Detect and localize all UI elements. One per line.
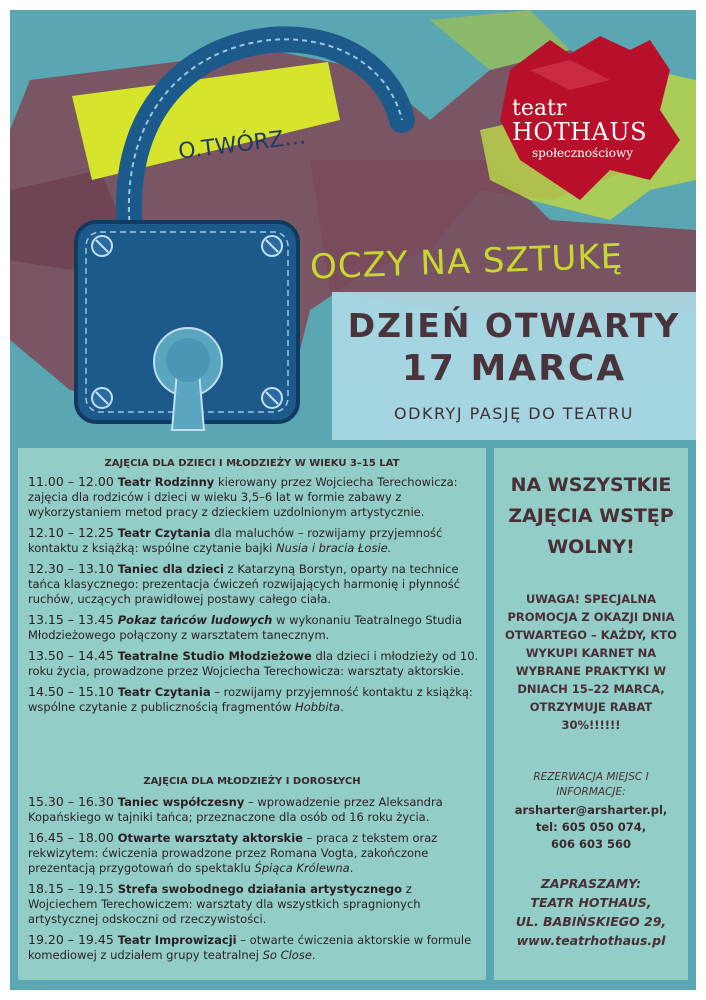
entry-time: 12.30 – 13.10 — [28, 561, 118, 576]
entry-time: 13.50 – 14.45 — [28, 648, 118, 663]
promo-line: OTWARTEGO – KAŻDY, KTO — [505, 628, 677, 642]
entry-description: w wykonaniu Teatralnego Studia Młodzieżowego połączony z warsztatem tanecznym. — [28, 613, 463, 642]
promo-line: UWAGA! SPECJALNA — [525, 592, 657, 606]
invitation-address — [494, 874, 688, 950]
schedule-list-adults — [28, 794, 480, 968]
entry-time: 13.15 – 13.45 — [28, 612, 118, 627]
entry-time: 16.45 – 18.00 — [28, 830, 118, 845]
entry-title: Teatr Rodzinny — [117, 475, 215, 489]
title-line-1: DZIEŃ OTWARTY — [347, 306, 681, 345]
promo-line: WYKUPI KARNET NA — [525, 646, 657, 660]
promo-text — [500, 590, 682, 734]
promo-line: WYBRANE PRAKTYKI W — [515, 664, 667, 678]
entry-time: 14.50 – 15.10 — [28, 684, 118, 699]
free-entry-line: ZAJĘCIA WSTĘP — [508, 505, 674, 527]
entry-description: – otwarte ćwiczenia aktorskie w formule komediowej z udziałem grupy teatralnej — [28, 933, 472, 962]
entry-title: Teatr Czytania — [117, 685, 211, 699]
section-heading-children: ZAJĘCIA DLA DZIECI I MŁODZIEŻY W WIEKU 3–15 LAT — [104, 458, 400, 469]
info-panel — [494, 448, 688, 980]
schedule-entry — [28, 881, 480, 927]
entry-description: dla maluchów – rozwijamy przyjemność kontaktu z książką: wspólne czytanie bajki — [28, 526, 443, 555]
entry-italic-title: Śpiąca Królewna — [254, 861, 350, 875]
logo-hothaus-text: HOTHAUS — [512, 118, 648, 146]
invitation-line: ZAPRASZAMY: — [540, 876, 642, 891]
logo-teatr-text: teatr — [512, 96, 567, 121]
contact-line: arsharter@arsharter.pl, — [514, 803, 668, 817]
poster — [10, 10, 696, 990]
contact-line: tel: 605 050 074, — [535, 820, 647, 834]
schedule-entry — [28, 648, 480, 679]
free-entry-heading — [494, 470, 688, 563]
entry-italic-title: Nusia i bracia Łosie. — [276, 541, 392, 555]
entry-title: Taniec dla dzieci — [117, 562, 224, 576]
contact-details — [494, 802, 688, 853]
reservation-label — [500, 770, 682, 800]
entry-time: 15.30 – 16.30 — [28, 794, 118, 809]
entry-description: – praca z tekstem oraz rekwizytem: ćwiczenia prowadzone przez Romana Vogta, zakończone prezentacją przygotowań do spektaklu — [28, 831, 438, 875]
promo-line: 30%!!!!!! — [561, 718, 621, 732]
entry-title — [118, 613, 273, 627]
entry-description: – wprowadzenie przez Aleksandra Kopańskiego w tajniki tańca; przeznaczone dla osób od 16 roku życia. — [28, 795, 443, 824]
entry-italic-title: Hobbita — [295, 700, 341, 714]
reservation-line: INFORMACJE: — [556, 786, 626, 798]
entry-suffix: . — [311, 948, 316, 962]
oczy-na-sztuke-heading: OCZY NA SZTUKĘ — [309, 236, 624, 288]
entry-time: 12.10 – 12.25 — [28, 525, 118, 540]
entry-description: dla dzieci i młodzieży od 10. roku życia, prowadzone przez Wojciecha Terechowicza: warsztaty aktorskie. — [28, 649, 479, 678]
contact-line: 606 603 560 — [550, 837, 632, 851]
reservation-line: REZERWACJA MIEJSC I — [533, 771, 649, 783]
entry-time: 19.20 – 19.45 — [28, 932, 118, 947]
schedule-entry — [28, 684, 480, 715]
title-subtitle: ODKRYJ PASJĘ DO TEATRU — [394, 404, 634, 423]
entry-time: 11.00 – 12.00 — [28, 474, 118, 489]
title-box — [332, 292, 696, 440]
entry-title-italic: Pokaz tańców ludowych — [117, 613, 273, 627]
entry-title: Taniec współczesny — [117, 795, 245, 809]
schedule-entry — [28, 525, 480, 556]
promo-line: DNIACH 15–22 MARCA, — [517, 682, 665, 696]
entry-description: – rozwijamy przyjemność kontaktu z książką: wspólne czytanie z publicznością fragmentów — [28, 685, 473, 714]
schedule-entry — [28, 612, 480, 643]
schedule-list-children — [28, 474, 480, 720]
section-heading-adults: ZAJĘCIA DLA MŁODZIEŻY I DOROSŁYCH — [143, 776, 361, 787]
promo-line: OTRZYMUJE RABAT — [529, 700, 653, 714]
title-line-2: 17 MARCA — [401, 348, 627, 389]
otworz-label: O.TWÓRZ… — [176, 124, 308, 165]
entry-description: z Wojciechem Terechowiczem: warsztaty dla wszystkich spragnionych artystycznej odskoczni od rzeczywistości. — [28, 882, 421, 926]
entry-description: kierowany przez Wojciecha Terechowicza: zajęcia dla rodziców i dzieci w wieku 3,5–6 lat w formie zabawy z wykorzystaniem metod pracy z dzieckiem uzdolnionym artystycznie. — [28, 475, 458, 519]
free-entry-line: NA WSZYSTKIE — [510, 474, 672, 496]
invitation-line: TEATR HOTHAUS, — [530, 895, 652, 910]
entry-title: Otwarte warsztaty aktorskie — [117, 831, 303, 845]
entry-title: Strefa swobodnego działania artystycznego — [117, 882, 403, 896]
schedule-entry — [28, 830, 480, 876]
entry-title: Teatr Czytania — [117, 526, 211, 540]
schedule-entry — [28, 794, 480, 825]
entry-italic-title: So Close — [262, 948, 312, 962]
entry-description: z Katarzyną Borstyn, oparty na technice tańca klasycznego: prezentacja ćwiczeń rozwijających harmonię i płynność ruchów, uczących prawidłowej postawy całego ciała. — [28, 562, 460, 606]
free-entry-line: WOLNY! — [547, 536, 635, 558]
promo-line: PROMOCJA Z OKAZJI DNIA — [507, 610, 675, 624]
schedule-entry — [28, 561, 480, 607]
entry-suffix: . — [340, 700, 344, 714]
schedule-entry — [28, 474, 480, 520]
invitation-line: www.teatrhothaus.pl — [516, 933, 666, 948]
entry-time: 18.15 – 19.15 — [28, 881, 118, 896]
invitation-line: UL. BABIŃSKIEGO 29, — [515, 914, 667, 929]
entry-suffix: . — [349, 861, 354, 875]
schedule-panel — [18, 448, 486, 980]
logo-spolecznosciowy-text: społecznościowy — [532, 146, 634, 160]
entry-title: Teatr Improwizacji — [117, 933, 237, 947]
schedule-entry — [28, 932, 480, 963]
entry-title: Teatralne Studio Młodzieżowe — [117, 649, 312, 663]
